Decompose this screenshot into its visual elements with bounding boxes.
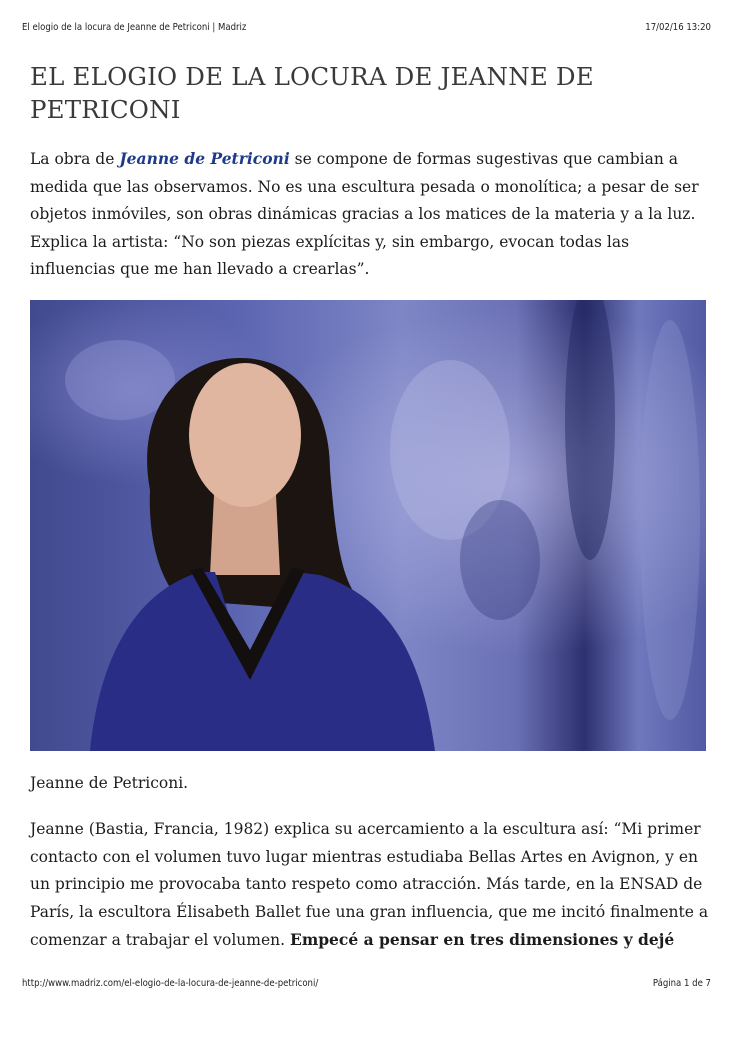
print-footer — [22, 978, 711, 989]
body-text: Jeanne (Bastia, Francia, 1982) explica su acercamiento a la escultura así: “Mi primer contacto con el volumen tuvo lugar mientras estudiaba Bellas Artes en Avignon, y en un principio me provocaba tanto respeto como atracción. Más tarde, en la ENSAD de París, la escultora Élisabeth Ballet fue una gran influencia, que me incitó finalmente a comenzar a trabajar el volumen. — [30, 820, 709, 949]
print-url: http://www.madriz.com/el-elogio-de-la-locura-de-jeanne-de-petriconi/ — [22, 978, 319, 989]
photo-caption: Jeanne de Petriconi. — [30, 774, 189, 792]
article-title: EL ELOGIO DE LA LOCURA DE JEANNE DE PETRICONI — [30, 62, 594, 124]
page-indicator: Página 1 de 7 — [652, 978, 711, 989]
intro-rest: se compone de formas sugestivas que cambian a medida que las observamos. No es una escultura pesada o monolítica; a pesar de ser objetos inmóviles, son obras dinámicas gracias a los matices de la materia y a la luz. Explica la artista: “No son piezas explícitas y, sin embargo, evocan todas las influencias que me han llevado a crearlas”. — [30, 150, 699, 278]
print-page-title: El elogio de la locura de Jeanne de Petriconi | Madriz — [22, 22, 247, 33]
print-datetime: 17/02/16 13:20 — [645, 22, 711, 33]
print-header — [22, 22, 711, 33]
body-bold-text: Empecé a pensar en tres dimensiones y dejé — [290, 930, 675, 949]
intro-prefix: La obra de — [30, 150, 120, 168]
article-body — [30, 816, 720, 955]
artist-photo-illustration — [30, 300, 706, 751]
artist-link[interactable]: Jeanne de Petriconi — [119, 149, 290, 168]
artist-photo — [30, 300, 706, 751]
article-intro — [30, 145, 715, 284]
